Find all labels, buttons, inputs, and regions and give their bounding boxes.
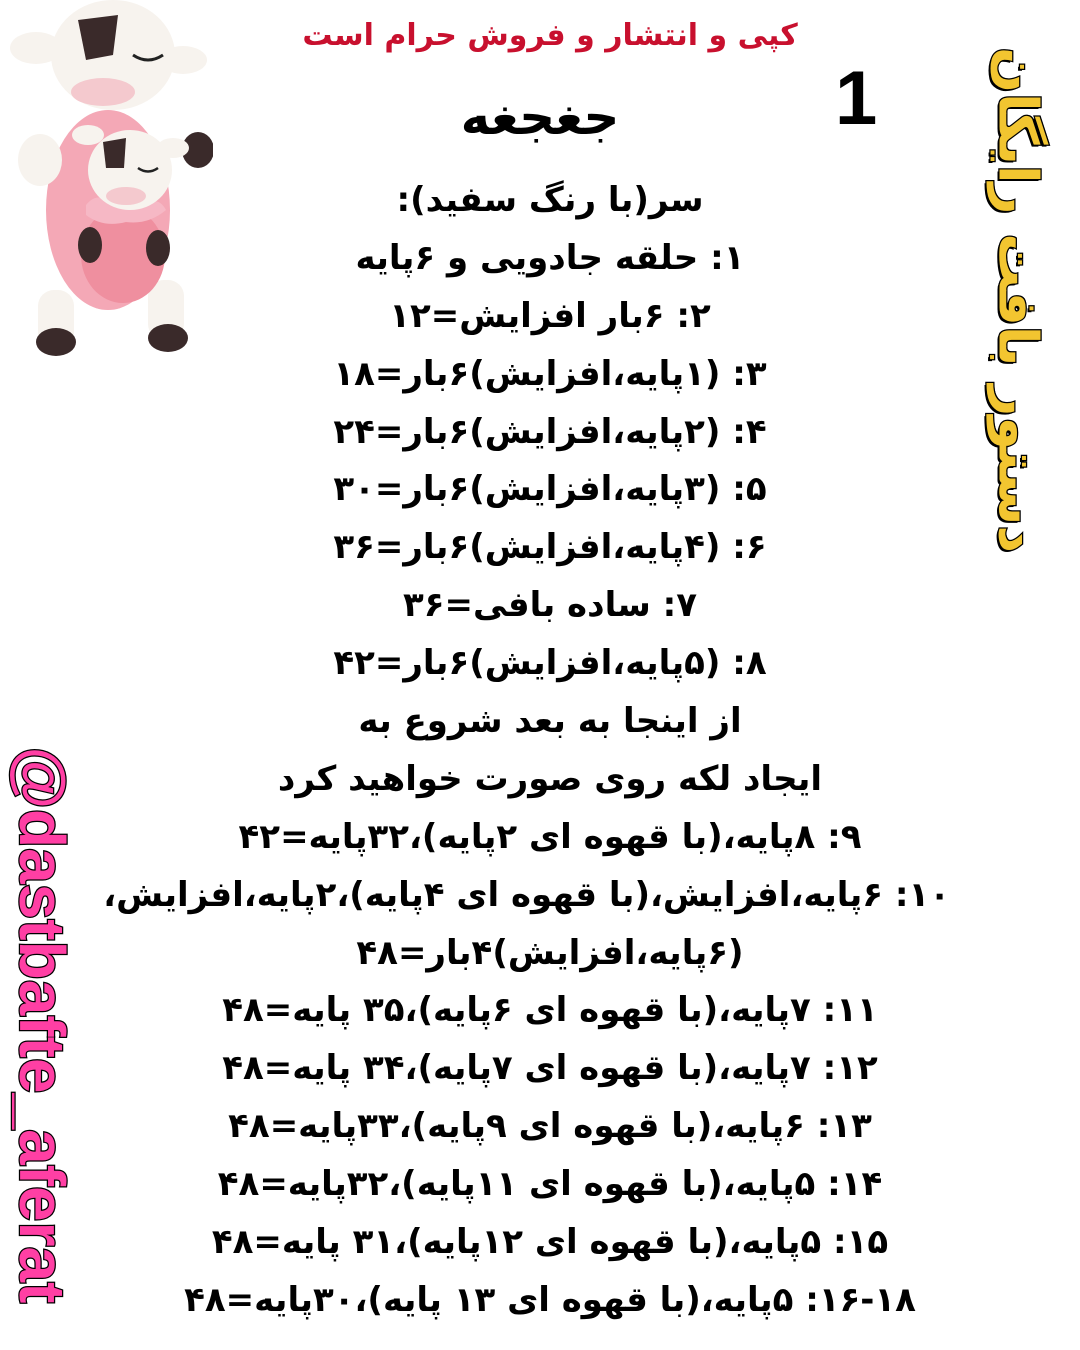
pattern-line: ۱۶-۱۸: ۵پایه،(با قهوه ای ۱۳ پایه)،۳۰پایه=۴۸: [184, 1279, 916, 1320]
instagram-handle: @dastbafte_aferat: [6, 746, 78, 1304]
pattern-line: ۸: (۵پایه،افزایش)۶بار=۴۲: [333, 643, 767, 684]
cow-hoof-left: [36, 328, 76, 356]
pattern-line: ۱۵: ۵پایه،(با قهوه ای ۱۲پایه)،۳۱ پایه=۴۸: [211, 1222, 889, 1263]
calf-ear-left: [72, 125, 104, 145]
pattern-line: ۷: ساده بافی=۳۶: [403, 585, 697, 626]
copyright-notice: کپی و انتشار و فروش حرام است: [302, 18, 798, 53]
pattern-line: (۶پایه،افزایش)۴بار=۴۸: [356, 932, 744, 973]
pattern-line: ۱: حلقه جادویی و ۶پایه: [355, 237, 745, 278]
page-title: جغجغه: [460, 88, 620, 146]
pattern-line: ۳: (۱پایه،افزایش)۶بار=۱۸: [333, 353, 767, 394]
calf-arm-left: [78, 227, 102, 263]
pattern-line: ۱۰: ۶پایه،افزایش،(با قهوه ای ۴پایه)،۲پایه،افزایش،: [103, 874, 950, 915]
pattern-line: ۲: ۶بار افزایش=۱۲: [389, 295, 711, 336]
cow-snout: [71, 78, 135, 106]
pattern-line: ۹: ۸پایه،(با قهوه ای ۲پایه)،۳۲پایه=۴۲: [238, 816, 862, 857]
page-number: 1: [835, 56, 878, 141]
pattern-line: ۱۱: ۷پایه،(با قهوه ای ۶پایه)،۳۵ پایه=۴۸: [222, 990, 878, 1031]
pattern-line: از اینجا به بعد شروع به: [358, 701, 742, 742]
pattern-line: ایجاد لکه روی صورت خواهید کرد: [277, 758, 823, 799]
pattern-line: ۱۲: ۷پایه،(با قهوه ای ۷پایه)،۳۴ پایه=۴۸: [222, 1048, 878, 1089]
pattern-line: ۵: (۳پایه،افزایش)۶بار=۳۰: [333, 469, 767, 510]
pattern-line: ۴: (۲پایه،افزایش)۶بار=۲۴: [333, 411, 767, 452]
cow-arm-left: [18, 134, 62, 186]
calf-head-spot: [103, 138, 126, 168]
pattern-line: سر(با رنگ سفید):: [396, 180, 704, 220]
pattern-instructions: [103, 172, 950, 1330]
calf-snout: [106, 187, 146, 205]
side-title-banner: دستور بافت رایگان: [986, 46, 1050, 554]
pattern-line: ۱۴: ۵پایه،(با قهوه ای ۱۱پایه)،۳۲پایه=۴۸: [217, 1164, 883, 1205]
pattern-line: ۱۳: ۶پایه،(با قهوه ای ۹پایه)،۳۳پایه=۴۸: [228, 1106, 872, 1147]
pattern-line: ۶: (۴پایه،افزایش)۶بار=۳۶: [333, 527, 767, 568]
